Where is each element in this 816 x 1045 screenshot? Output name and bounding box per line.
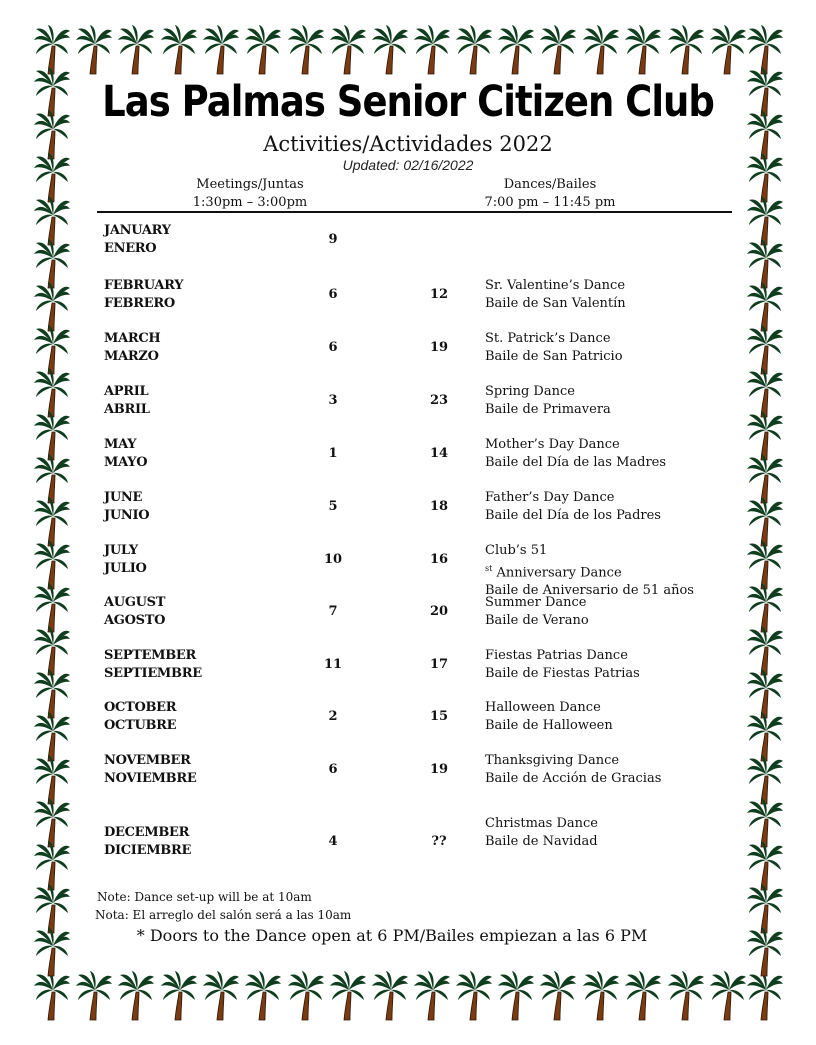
month-label: JUNE JUNIO [104,490,150,523]
meeting-day: 2 [328,709,338,724]
schedule-row-august [0,594,816,634]
palm-tree-icon [456,971,492,1020]
palm-tree-icon [330,25,366,74]
month-label: JULY JULIO [104,543,147,576]
palm-tree-icon [498,25,534,74]
palm-tree-icon [245,971,281,1020]
meetings-label: Meetings/Juntas [196,177,304,192]
month-label: MAY MAYO [104,437,148,470]
meeting-day: 7 [328,604,338,619]
month-label: OCTOBER OCTUBRE [104,700,177,733]
month-label: FEBRUARY FEBRERO [104,278,184,311]
dance-event: Spring Dance Baile de Primavera [485,384,611,417]
month-label: APRIL ABRIL [104,384,150,417]
palm-tree-icon [161,25,197,74]
updated-date: Updated: 02/16/2022 [342,157,474,173]
palm-tree-icon [414,25,450,74]
doors-open-note: * Doors to the Dance open at 6 PM/Bailes empiezan a las 6 PM [136,926,648,945]
meeting-day: 6 [328,287,338,302]
dance-day: 12 [429,287,449,302]
palm-tree-icon [540,25,576,74]
meetings-column-header [170,176,330,212]
dances-label: Dances/Bailes [503,177,597,192]
palm-tree-icon [668,25,704,74]
dance-event: Christmas Dance Baile de Navidad [485,816,598,849]
palm-tree-icon [583,971,619,1020]
palm-tree-icon [747,25,783,74]
palm-tree-icon [625,971,661,1020]
page-title: Las Palmas Senior Citizen Club [102,76,714,127]
month-label: DECEMBER DICIEMBRE [104,825,192,858]
schedule-row-february [0,277,816,317]
palm-tree-icon [414,971,450,1020]
dance-day: ?? [431,834,447,849]
meeting-day: 4 [328,834,338,849]
dance-event: Halloween Dance Baile de Halloween [485,700,613,733]
meeting-day: 6 [328,340,338,355]
month-label: MARCH MARZO [104,331,161,364]
dance-day: 19 [429,340,449,355]
palm-tree-icon [540,971,576,1020]
palm-tree-icon [330,971,366,1020]
schedule-row-march [0,330,816,370]
palm-tree-icon [668,971,704,1020]
meeting-day: 9 [328,232,338,247]
palm-tree-icon [203,25,239,74]
schedule-row-december [0,816,816,864]
dance-day: 18 [429,499,449,514]
meeting-day: 1 [328,446,338,461]
meeting-day: 3 [328,393,338,408]
dance-event: Sr. Valentine’s Dance Baile de San Valentín [485,278,626,311]
dance-day: 15 [429,709,449,724]
dance-event: Summer Dance Baile de Verano [485,595,589,628]
month-label: JANUARY ENERO [104,223,171,256]
palm-tree-icon [498,971,534,1020]
palm-tree-icon [245,25,281,74]
schedule-row-september [0,647,816,687]
dance-event: Fiestas Patrias Dance Baile de Fiestas Patrias [485,648,640,681]
palm-tree-icon [118,971,154,1020]
palm-tree-icon [203,971,239,1020]
dances-column-header [470,176,630,212]
palm-tree-icon [34,971,70,1020]
palm-tree-icon [76,25,112,74]
palm-tree-icon [372,971,408,1020]
meetings-time: 1:30pm – 3:00pm [192,195,308,210]
palm-tree-icon [161,971,197,1020]
dance-event: St. Patrick’s Dance Baile de San Patricio [485,331,623,364]
schedule-row-april [0,383,816,423]
setup-note-spanish: Nota: El arreglo del salón será a las 10am [95,908,352,922]
schedule-row-july [0,542,816,599]
palm-tree-icon [76,971,112,1020]
dances-time: 7:00 pm – 11:45 pm [484,195,616,210]
dance-day: 23 [429,393,449,408]
meeting-day: 10 [323,552,343,567]
palm-tree-icon [288,971,324,1020]
meeting-day: 6 [328,762,338,777]
palm-tree-icon [118,25,154,74]
dance-event: Father’s Day Dance Baile del Día de los Padres [485,490,661,523]
palm-tree-icon [747,971,783,1020]
page-subtitle: Activities/Actividades 2022 [263,132,553,156]
month-label: NOVEMBER NOVIEMBRE [104,753,197,786]
schedule-row-october [0,699,816,739]
header-divider [97,211,732,213]
dance-day: 14 [429,446,449,461]
meeting-day: 11 [323,657,343,672]
setup-note-english: Note: Dance set-up will be at 10am [97,890,312,904]
palm-tree-icon [288,25,324,74]
dance-day: 19 [429,762,449,777]
dance-event: Thanksgiving Dance Baile de Acción de Gracias [485,753,662,786]
palm-tree-icon [456,25,492,74]
dance-day: 17 [429,657,449,672]
palm-tree-icon [625,25,661,74]
meeting-day: 5 [328,499,338,514]
palm-tree-icon [372,25,408,74]
month-label: SEPTEMBER SEPTIEMBRE [104,648,202,681]
dance-day: 20 [429,604,449,619]
dance-day: 16 [429,552,449,567]
palm-tree-icon [710,25,746,74]
palm-tree-icon [34,25,70,74]
schedule-row-january [0,222,816,262]
palm-tree-icon [710,971,746,1020]
month-label: AUGUST AGOSTO [104,595,166,628]
schedule-row-may [0,436,816,476]
schedule-row-june [0,489,816,529]
dance-event: Club’s 51 $^{st}$ Anniversary Dance Baile de Aniversario de 51 años [485,543,694,599]
palm-tree-icon [583,25,619,74]
dance-event: Mother’s Day Dance Baile del Día de las Madres [485,437,667,470]
schedule-row-november [0,752,816,792]
